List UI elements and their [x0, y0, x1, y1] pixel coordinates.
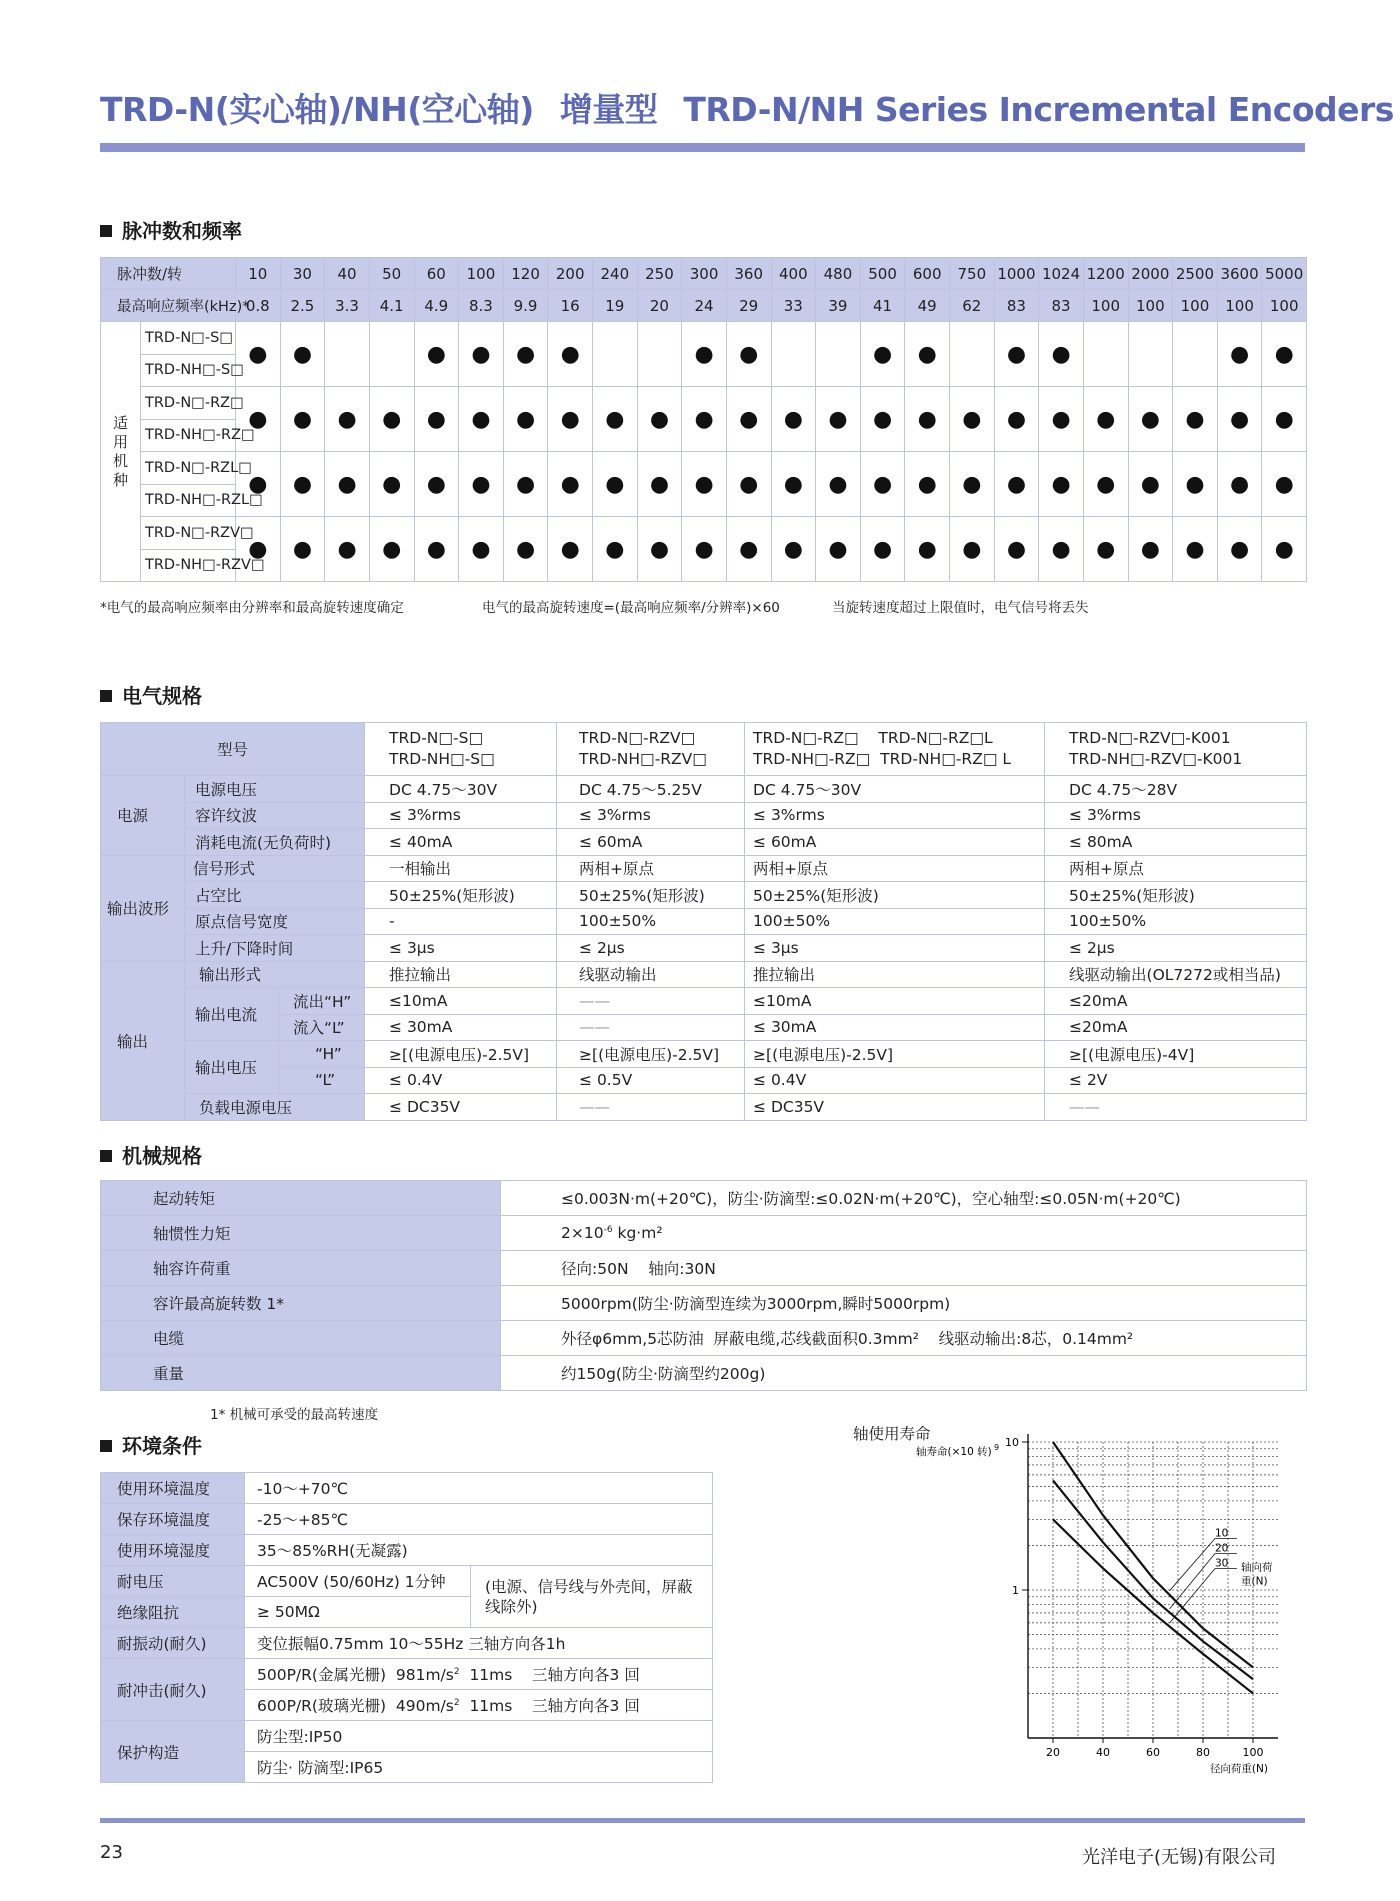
- support-dot: ●: [1217, 322, 1262, 387]
- support-dot: ●: [905, 387, 950, 452]
- model-name: TRD-NH□-RZV□: [141, 549, 236, 582]
- mech-row: 容许最高旋转数 1* 5000rpm(防尘·防滴型连续为3000rpm,瞬时5000rpm): [101, 1286, 1307, 1321]
- empty-cell: [325, 322, 370, 387]
- empty-cell: [816, 322, 861, 387]
- support-dot: ●: [236, 387, 281, 452]
- pulse-table: [100, 257, 1307, 582]
- model-row: [101, 517, 1307, 550]
- empty-cell: [1173, 322, 1218, 387]
- pulse-count-label: 脉冲数/转: [101, 258, 236, 290]
- freq-value: 100: [1083, 290, 1128, 322]
- footer-rule: [100, 1818, 1305, 1823]
- model-row: [101, 387, 1307, 420]
- section-heading-electrical: 电气规格: [100, 680, 202, 709]
- support-dot: ●: [1262, 517, 1307, 582]
- page-title: [100, 84, 1394, 131]
- support-dot: ●: [503, 387, 548, 452]
- row-origin: 原点信号宽度 - 100±50% 100±50% 100±50%: [101, 908, 1307, 935]
- freq-value: 49: [905, 290, 950, 322]
- freq-value: 16: [548, 290, 593, 322]
- insulation-note: (电源、信号线与外壳间，屏蔽线除外): [471, 1566, 713, 1628]
- pulse-count-row: [101, 258, 1307, 290]
- pulse-value: 240: [593, 258, 638, 290]
- support-dot: ●: [1083, 387, 1128, 452]
- freq-value: 2.5: [280, 290, 325, 322]
- support-dot: ●: [994, 452, 1039, 517]
- empty-cell: [593, 322, 638, 387]
- group-waveform: 输出波形: [101, 855, 185, 961]
- series-leader: [1170, 1553, 1216, 1609]
- freq-value: 83: [994, 290, 1039, 322]
- freq-value: 62: [950, 290, 995, 322]
- x-tick-label: 60: [1146, 1746, 1160, 1759]
- support-dot: ●: [236, 452, 281, 517]
- support-dot: ●: [905, 517, 950, 582]
- series-label: 30: [1215, 1557, 1229, 1570]
- square-bullet-icon: [100, 225, 112, 237]
- page-number: 23: [100, 1842, 123, 1863]
- freq-value: 39: [816, 290, 861, 322]
- shaft-life-chart: [850, 1420, 1290, 1780]
- support-dot: ●: [1039, 517, 1084, 582]
- support-dot: ●: [414, 322, 459, 387]
- row-rise: 上升/下降时间 ≤ 3μs ≤ 2μs ≤ 3μs ≤ 2μs: [101, 935, 1307, 962]
- support-dot: ●: [548, 517, 593, 582]
- pulse-value: 40: [325, 258, 370, 290]
- company-name: 光洋电子(无锡)有限公司: [1082, 1847, 1277, 1868]
- model-name: TRD-NH□-RZL□: [141, 484, 236, 517]
- pulse-note-3: 当旋转速度超过上限值时，电气信号将丢失: [832, 600, 1089, 616]
- support-dot: ●: [682, 452, 727, 517]
- freq-value: 41: [860, 290, 905, 322]
- support-dot: ●: [1217, 517, 1262, 582]
- freq-value: 100: [1217, 290, 1262, 322]
- series-label: 10: [1215, 1527, 1229, 1540]
- empty-cell: [1083, 322, 1128, 387]
- pulse-value: 1200: [1083, 258, 1128, 290]
- support-dot: ●: [503, 517, 548, 582]
- x-tick-label: 20: [1046, 1746, 1060, 1759]
- support-dot: ●: [860, 322, 905, 387]
- pulse-value: 480: [816, 258, 861, 290]
- square-bullet-icon: [100, 1150, 112, 1162]
- support-dot: ●: [637, 452, 682, 517]
- support-dot: ●: [548, 322, 593, 387]
- freq-value: 29: [726, 290, 771, 322]
- freq-value: 9.9: [503, 290, 548, 322]
- support-dot: ●: [726, 322, 771, 387]
- support-dot: ●: [548, 387, 593, 452]
- pulse-value: 10: [236, 258, 281, 290]
- support-dot: ●: [816, 387, 861, 452]
- support-dot: ●: [994, 387, 1039, 452]
- electrical-table: [100, 722, 1307, 1121]
- row-load: 负载电源电压 ≤ DC35V —— ≤ DC35V ——: [101, 1094, 1307, 1121]
- support-dot: ●: [860, 387, 905, 452]
- support-dot: ●: [325, 452, 370, 517]
- pulse-value: 60: [414, 258, 459, 290]
- chart-title: 轴使用寿命: [853, 1425, 931, 1443]
- empty-cell: [950, 322, 995, 387]
- x-tick-label: 40: [1096, 1746, 1110, 1759]
- support-dot: ●: [414, 387, 459, 452]
- support-dot: ●: [1083, 517, 1128, 582]
- x-tick-label: 80: [1196, 1746, 1210, 1759]
- support-dot: ●: [816, 452, 861, 517]
- support-dot: ●: [1128, 517, 1173, 582]
- pulse-value: 1024: [1039, 258, 1084, 290]
- series-leader: [1170, 1538, 1216, 1590]
- support-dot: ●: [1262, 322, 1307, 387]
- row-outform: 输出 输出形式 推拉输出 线驱动输出 推拉输出 线驱动输出(OL7272或相当品): [101, 961, 1307, 988]
- freq-value: 100: [1173, 290, 1218, 322]
- support-dot: ●: [503, 322, 548, 387]
- x-axis-label: 径向荷重(N): [1209, 1763, 1268, 1775]
- pulse-value: 30: [280, 258, 325, 290]
- support-dot: ●: [950, 517, 995, 582]
- support-dot: ●: [236, 322, 281, 387]
- support-dot: ●: [816, 517, 861, 582]
- title-type: 增量型: [559, 90, 658, 129]
- support-dot: ●: [1173, 387, 1218, 452]
- freq-value: 0.8: [236, 290, 281, 322]
- row-duty: 占空比 50±25%(矩形波) 50±25%(矩形波) 50±25%(矩形波) 50±25%(矩形波): [101, 882, 1307, 909]
- mech-row: 轴容许荷重 径向:50N 轴向:30N: [101, 1251, 1307, 1286]
- group-output: 输出: [101, 961, 185, 1120]
- support-dot: ●: [280, 452, 325, 517]
- freq-label: 最高响应频率(kHz)*: [101, 290, 236, 322]
- freq-value: 4.9: [414, 290, 459, 322]
- pulse-value: 50: [369, 258, 414, 290]
- support-dot: ●: [771, 387, 816, 452]
- title-en: TRD-N/NH Series Incremental Encoders: [683, 90, 1394, 129]
- support-dot: ●: [682, 387, 727, 452]
- pulse-value: 100: [459, 258, 504, 290]
- support-dot: ●: [280, 517, 325, 582]
- square-bullet-icon: [100, 1440, 112, 1452]
- pulse-value: 200: [548, 258, 593, 290]
- support-dot: ●: [414, 517, 459, 582]
- support-dot: ●: [503, 452, 548, 517]
- y-axis-label-exp: 9: [994, 1443, 1000, 1452]
- support-dot: ●: [950, 452, 995, 517]
- support-dot: ●: [325, 387, 370, 452]
- support-dot: ●: [726, 517, 771, 582]
- support-dot: ●: [950, 387, 995, 452]
- freq-value: 3.3: [325, 290, 370, 322]
- support-dot: ●: [994, 322, 1039, 387]
- row-src-h: 输出电流 流出“H” ≤10mA —— ≤10mA ≤20mA: [101, 988, 1307, 1015]
- support-dot: ●: [593, 452, 638, 517]
- pulse-note-2: 电气的最高旋转速度=(最高响应频率/分辨率)×60: [482, 600, 780, 616]
- model-col-3: TRD-N□-RZ□ TRD-N□-RZ□L TRD-NH□-RZ□ TRD-NH□-RZ□ L: [745, 723, 1045, 776]
- empty-cell: [1128, 322, 1173, 387]
- support-dot: ●: [369, 452, 414, 517]
- environment-table: 使用环境温度 -10～+70℃ 保存环境温度 -25～+85℃ 使用环境湿度 35～85%RH(无凝露) 耐电压 AC500V (50/60Hz) 1分钟 (电源、信号线与外壳间，屏蔽线除外) 绝缘阻抗 ≥ 50MΩ 耐振动(耐久) 变位振幅0.75mm 10～55Hz 三轴方向各1h 耐冲击(耐久) 500P/R(金属光栅) $981m/s^2$ 11ms 三轴方向各3 回 600P/R(玻璃光栅) $490m/s^2$ 11ms 三轴方向各3 回 保护构造 防尘型:IP50 防尘· 防滴型:IP65: [100, 1472, 713, 1783]
- pulse-value: 3600: [1217, 258, 1262, 290]
- section-heading-environment: 环境条件: [100, 1430, 202, 1459]
- mech-row: 重量 约150g(防尘·防滴型约200g): [101, 1356, 1307, 1391]
- support-dot: ●: [994, 517, 1039, 582]
- model-name: TRD-N□-S□: [141, 322, 236, 355]
- model-name: TRD-N□-RZ□: [141, 387, 236, 420]
- support-dot: ●: [905, 452, 950, 517]
- legend-label-cont: 重(N): [1241, 1575, 1268, 1588]
- support-dot: ●: [369, 387, 414, 452]
- support-dot: ●: [414, 452, 459, 517]
- freq-value: 100: [1128, 290, 1173, 322]
- support-dot: ●: [593, 517, 638, 582]
- model-label: 型号: [101, 723, 365, 776]
- model-name: TRD-NH□-S□: [141, 354, 236, 387]
- row-ripple: 容许纹波 ≤ 3%rms ≤ 3%rms ≤ 3%rms ≤ 3%rms: [101, 802, 1307, 829]
- applicable-models-label: 适用机种: [101, 322, 141, 582]
- mechanical-note: 1* 机械可承受的最高转速度: [210, 1407, 379, 1423]
- model-row: [101, 322, 1307, 355]
- pulse-value: 2500: [1173, 258, 1218, 290]
- support-dot: ●: [236, 517, 281, 582]
- freq-value: 83: [1039, 290, 1084, 322]
- empty-cell: [771, 322, 816, 387]
- support-dot: ●: [1262, 387, 1307, 452]
- support-dot: ●: [548, 452, 593, 517]
- support-dot: ●: [459, 452, 504, 517]
- support-dot: ●: [1083, 452, 1128, 517]
- mech-row: 起动转矩 ≤0.003N·m(+20℃)，防尘·防滴型:≤0.02N·m(+20℃)，空心轴型:≤0.05N·m(+20℃): [101, 1181, 1307, 1216]
- mechanical-table: [100, 1180, 1307, 1391]
- support-dot: ●: [726, 387, 771, 452]
- support-dot: ●: [459, 517, 504, 582]
- support-dot: ●: [637, 387, 682, 452]
- pulse-value: 250: [637, 258, 682, 290]
- support-dot: ●: [1173, 517, 1218, 582]
- support-dot: ●: [1217, 452, 1262, 517]
- support-dot: ●: [593, 387, 638, 452]
- pulse-value: 600: [905, 258, 950, 290]
- pulse-note-1: *电气的最高响应频率由分辨率和最高旋转速度确定: [100, 600, 404, 616]
- pulse-value: 750: [950, 258, 995, 290]
- row-current: 消耗电流(无负荷时) ≤ 40mA ≤ 60mA ≤ 60mA ≤ 80mA: [101, 829, 1307, 856]
- pulse-value: 360: [726, 258, 771, 290]
- support-dot: ●: [1217, 387, 1262, 452]
- mech-row: 电缆 外径φ6mm,5芯防油 屏蔽电缆,芯线截面积0.3mm² 线驱动输出:8芯，0.14mm²: [101, 1321, 1307, 1356]
- support-dot: ●: [1039, 387, 1084, 452]
- group-power: 电源: [101, 776, 185, 856]
- freq-value: 19: [593, 290, 638, 322]
- legend-label: 轴向荷: [1241, 1561, 1273, 1574]
- mech-row: 轴惯性力矩 $2\times 10^{-6}$ kg·m²: [101, 1216, 1307, 1251]
- row-sink-l: 流入“L” ≤ 30mA —— ≤ 30mA ≤20mA: [101, 1014, 1307, 1041]
- support-dot: ●: [280, 387, 325, 452]
- row-signal: 输出波形 信号形式 一相输出 两相+原点 两相+原点 两相+原点: [101, 855, 1307, 882]
- y-tick-label: 10: [1005, 1436, 1019, 1449]
- support-dot: ●: [682, 517, 727, 582]
- support-dot: ●: [459, 387, 504, 452]
- support-dot: ●: [459, 322, 504, 387]
- model-name: TRD-N□-RZL□: [141, 452, 236, 485]
- pulse-value: 300: [682, 258, 727, 290]
- row-volt-h: 输出电压 “H” ≥[(电源电压)-2.5V] ≥[(电源电压)-2.5V] ≥[(电源电压)-2.5V] ≥[(电源电压)-4V]: [101, 1041, 1307, 1068]
- freq-value: 20: [637, 290, 682, 322]
- support-dot: ●: [1039, 322, 1084, 387]
- pulse-value: 2000: [1128, 258, 1173, 290]
- header-rule: [100, 143, 1305, 152]
- pulse-value: 120: [503, 258, 548, 290]
- series-leader: [1170, 1568, 1216, 1623]
- support-dot: ●: [1128, 387, 1173, 452]
- support-dot: ●: [1039, 452, 1084, 517]
- freq-row: [101, 290, 1307, 322]
- freq-value: 33: [771, 290, 816, 322]
- model-col-2: TRD-N□-RZV□ TRD-NH□-RZV□: [557, 723, 745, 776]
- freq-value: 100: [1262, 290, 1307, 322]
- model-row: [101, 452, 1307, 485]
- model-col-1: TRD-N□-S□ TRD-NH□-S□: [365, 723, 557, 776]
- support-dot: ●: [905, 322, 950, 387]
- freq-value: 24: [682, 290, 727, 322]
- pulse-value: 400: [771, 258, 816, 290]
- support-dot: ●: [771, 517, 816, 582]
- title-cn: TRD-N(实心轴)/NH(空心轴): [100, 90, 534, 129]
- support-dot: ●: [1262, 452, 1307, 517]
- support-dot: ●: [860, 517, 905, 582]
- support-dot: ●: [860, 452, 905, 517]
- empty-cell: [369, 322, 414, 387]
- support-dot: ●: [1128, 452, 1173, 517]
- support-dot: ●: [280, 322, 325, 387]
- freq-value: 4.1: [369, 290, 414, 322]
- section-heading-pulse: 脉冲数和频率: [100, 215, 242, 244]
- row-voltage: 电源 电源电压 DC 4.75～30V DC 4.75～5.25V DC 4.75～30V DC 4.75～28V: [101, 776, 1307, 803]
- empty-cell: [637, 322, 682, 387]
- y-axis-label: 轴寿命(×10 转): [916, 1446, 992, 1458]
- section-heading-mechanical: 机械规格: [100, 1140, 202, 1169]
- support-dot: ●: [369, 517, 414, 582]
- model-col-4: TRD-N□-RZV□-K001 TRD-NH□-RZV□-K001: [1045, 723, 1307, 776]
- model-name: TRD-NH□-RZ□: [141, 419, 236, 452]
- support-dot: ●: [682, 322, 727, 387]
- model-name: TRD-N□-RZV□: [141, 517, 236, 550]
- support-dot: ●: [325, 517, 370, 582]
- pulse-value: 1000: [994, 258, 1039, 290]
- series-label: 20: [1215, 1542, 1229, 1555]
- freq-value: 8.3: [459, 290, 504, 322]
- pulse-value: 500: [860, 258, 905, 290]
- square-bullet-icon: [100, 690, 112, 702]
- support-dot: ●: [726, 452, 771, 517]
- support-dot: ●: [1173, 452, 1218, 517]
- x-tick-label: 100: [1242, 1746, 1264, 1759]
- support-dot: ●: [637, 517, 682, 582]
- row-volt-l: “L” ≤ 0.4V ≤ 0.5V ≤ 0.4V ≤ 2V: [101, 1067, 1307, 1094]
- support-dot: ●: [771, 452, 816, 517]
- pulse-value: 5000: [1262, 258, 1307, 290]
- y-tick-label: 1: [1012, 1584, 1019, 1597]
